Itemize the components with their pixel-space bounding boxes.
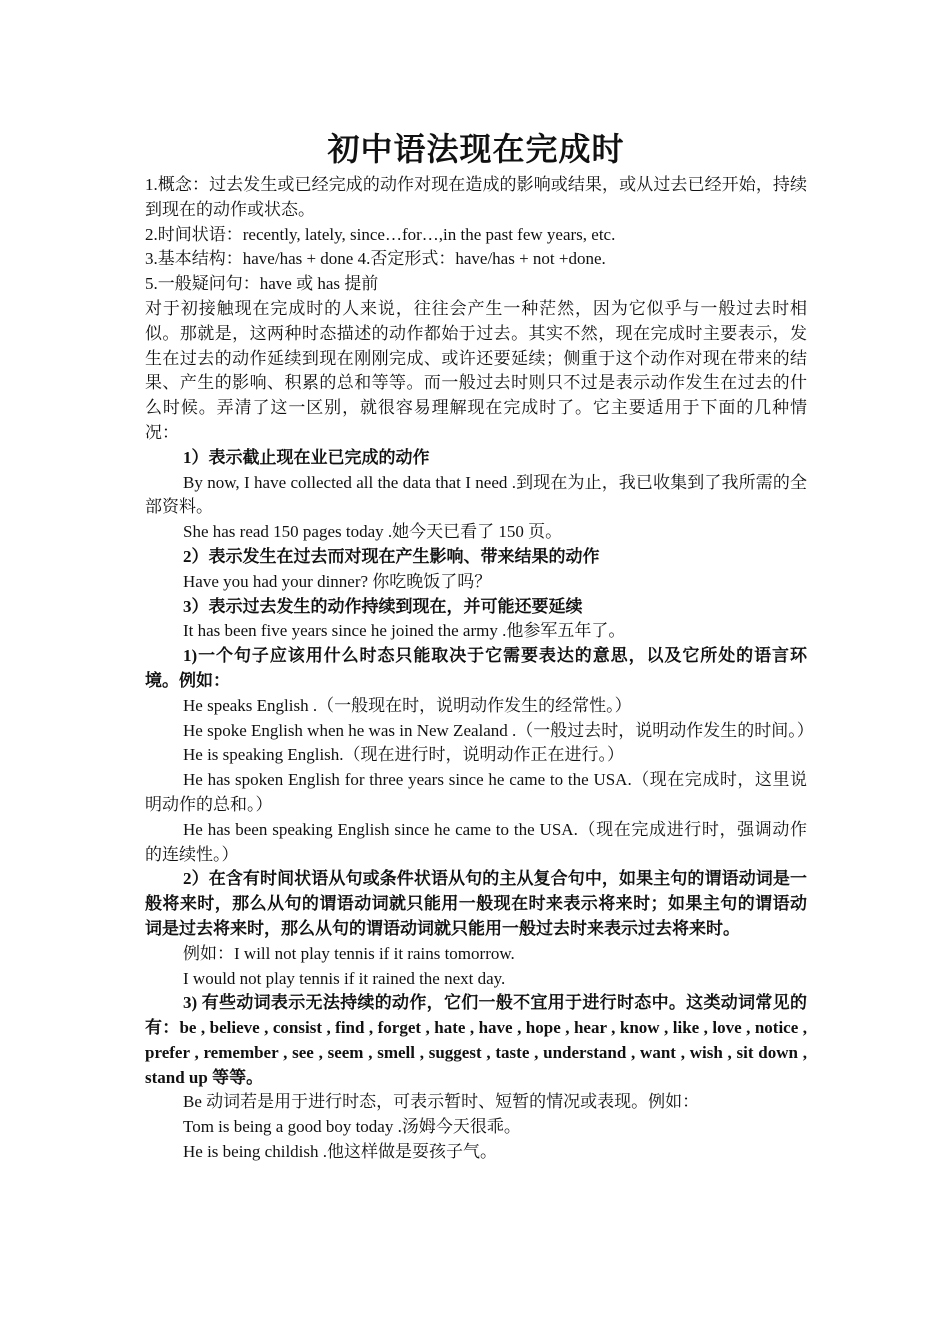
adverbials-line: 2.时间状语：recently, lately, since…for…,in the past few years, etc. bbox=[145, 224, 616, 244]
note-example: He is speaking English.（现在进行时，说明动作正在进行。） bbox=[183, 745, 625, 765]
usage-example: Have you had your dinner? 你吃晚饭了吗？ bbox=[183, 571, 492, 591]
note-example: 例如：I will not play tennis if it rains tomorrow. bbox=[183, 943, 515, 963]
note-example: I would not play tennis if it rained the next day. bbox=[183, 968, 506, 988]
note-example: He speaks English .（一般现在时，说明动作发生的经常性。） bbox=[183, 695, 632, 715]
note-example: He has spoken English for three years since he came to the USA.（现在完成时，这里说明动作的总和。） bbox=[145, 770, 807, 814]
document-title: 初中语法现在完成时 bbox=[327, 131, 625, 167]
note-example: Be 动词若是用于进行时态，可表示暂时、短暂的情况或表现。例如： bbox=[183, 1092, 700, 1112]
usage-example: It has been five years since he joined the army .他参军五年了。 bbox=[183, 621, 626, 641]
usage-heading-2: 2）表示发生在过去而对现在产生影响、带来结果的动作 bbox=[183, 546, 600, 566]
document-page bbox=[145, 128, 814, 1165]
note-heading-2: 2）在含有时间状语从句或条件状语从句的主从复合句中，如果主句的谓语动词是一般将来时，那么从句的谓语动词就只能用一般现在时来表示将来时；如果主句的谓语动词是过去将来时，那么从句的谓语动词就只能用一般过去时来表示过去将来时。 bbox=[145, 869, 807, 938]
question-line: 5.一般疑问句：have 或 has 提前 bbox=[145, 274, 379, 294]
usage-example: She has read 150 pages today .她今天已看了 150 页。 bbox=[183, 522, 563, 542]
note-example: He spoke English when he was in New Zealand .（一般过去时，说明动作发生的时间。） bbox=[183, 720, 814, 740]
note-heading-1: 1)一个句子应该用什么时态只能取决于它需要表达的意思，以及它所处的语言环境。例如： bbox=[145, 646, 807, 690]
structure-line: 3.基本结构：have/has + done 4.否定形式：have/has + not +done. bbox=[145, 249, 606, 269]
concept-line: 1.概念：过去发生或已经完成的动作对现在造成的影响或结果，或从过去已经开始，持续到现在的动作或状态。 bbox=[145, 175, 807, 219]
usage-heading-3: 3）表示过去发生的动作持续到现在，并可能还要延续 bbox=[183, 596, 583, 616]
note-example: Tom is being a good boy today .汤姆今天很乖。 bbox=[183, 1117, 521, 1137]
intro-paragraph: 对于初接触现在完成时的人来说，往往会产生一种茫然，因为它似乎与一般过去时相似。那就是，这两种时态描述的动作都始于过去。其实不然，现在完成时主要表示，发生在过去的动作延续到现在刚刚完成、或许还要延续；侧重于这个动作对现在带来的结果、产生的影响、积累的总和等等。而一般过去时则只不过是表示动作发生在过去的什么时候。弄清了这一区别，就很容易理解现在完成时了。它主要适用于下面的几种情况： bbox=[145, 298, 807, 442]
note-example: He has been speaking English since he came to the USA.（现在完成进行时，强调动作的连续性。） bbox=[145, 819, 807, 864]
note-heading-3: 3) 有些动词表示无法持续的动作，它们一般不宜用于进行时态中。这类动词常见的有：be , believe , consist , find , forget , hate , have , hope , hear , know , like , love , notice , prefer , remember , see , seem , smell , suggest , taste , understand , want , wish , sit down , stand up 等等。 bbox=[145, 993, 807, 1087]
usage-heading-1: 1）表示截止现在业已完成的动作 bbox=[183, 447, 430, 467]
usage-example: By now, I have collected all the data that I need .到现在为止，我已收集到了我所需的全部资料。 bbox=[145, 472, 807, 517]
note-example: He is being childish .他这样做是耍孩子气。 bbox=[183, 1142, 498, 1162]
